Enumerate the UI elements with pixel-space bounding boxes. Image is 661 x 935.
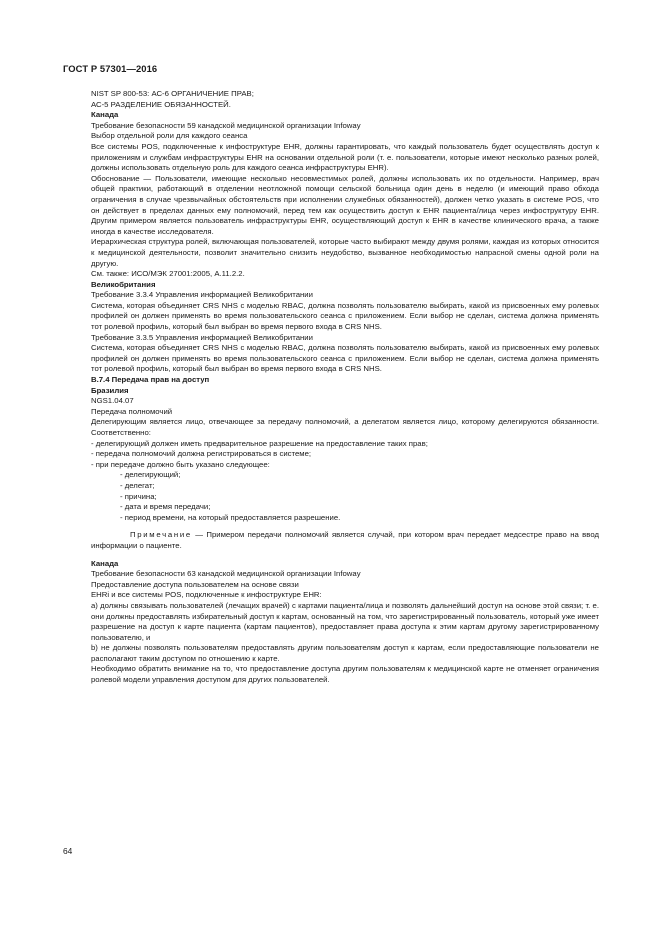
paragraph: b) не должны позволять пользователям предоставлять другим пользователям доступ к картам, если предоставляющие пользователи не располагают таким доступом по отношению к карте.: [91, 643, 599, 663]
paragraph: NGS1.04.07: [91, 396, 134, 406]
section-heading-brazil: Бразилия: [91, 385, 129, 395]
sub-list-item: - делегирующий;: [120, 470, 181, 480]
list-item: - при передаче должно быть указано следующее:: [91, 459, 270, 469]
paragraph: Требование 3.3.5 Управления информацией Великобритании: [91, 332, 313, 342]
paragraph: АС-5 РАЗДЕЛЕНИЕ ОБЯЗАННОСТЕЙ.: [91, 99, 231, 109]
section-heading-canada: Канада: [91, 558, 119, 568]
sub-list-item: - период времени, на который предоставляется разрешение.: [120, 512, 341, 522]
paragraph: Система, которая объединяет CRS NHS с моделью RBAC, должна позволять пользователю выбирать, какой из присвоенных ему ролевых профилей он должен применять во время пользовательского сеанса с приложением. Если выбор не сделан, система должна применять тот ролевой профиль, который был выбран во время первого входа в CRS NHS.: [91, 300, 599, 332]
paragraph: Предоставление доступа пользователем на основе связи: [91, 579, 299, 589]
sub-list-item: - делегат;: [120, 480, 155, 490]
list-item: - делегирующий должен иметь предварительное разрешение на предоставление таких прав;: [91, 438, 428, 448]
paragraph: a) должны связывать пользователей (лечащих врачей) с картами пациента/лица и позволять дальнейший доступ на основе этой связи; т. е. они должны предоставлять избирательный доступ к картам, основанный на том, что зарегистрированный пользователь, который уже имеет разрешение на доступ к карте пациента (картам пациентов), предоставляет права доступа к этим картам другому зарегистрированному пользователю, и: [91, 600, 599, 642]
paragraph: Иерархическая структура ролей, включающая пользователей, которые часто выбирают между двумя ролями, каждая из которых относится к медицинской деятельности, позволит значительно снизить неудобство, вызванное необходимостью напрасной смены одной роли на другую.: [91, 237, 599, 268]
paragraph: Требование безопасности 59 канадской медицинской организации Infoway: [91, 120, 361, 130]
note: [91, 530, 599, 551]
paragraph: Обоснование — Пользователи, имеющие несколько несовместимых ролей, должны использовать их по отдельности. Например, врач общей практики, работающий в отделении неотложной помощи сельской больница один день в неделю (и имеющий право обхода ограничения в случае чрезвычайных обстоятельств при исполнении служебных обязанностей), должен четко указать в системе POS, что он действует в пределах данных ему полномочий, перед тем как осуществить доступ к EHR пациента/лица через инфоструктуру EHR. Другим примером является пользователь инфраструктуры EHR, осуществляющий доступ к EHR в качестве клинического врача, а также иногда в качестве исследователя.: [91, 173, 599, 236]
sub-list-item: - причина;: [120, 491, 157, 501]
standard-header: ГОСТ Р 57301—2016: [63, 63, 158, 74]
sub-list-item: - дата и время передачи;: [120, 502, 211, 512]
paragraph: EHRi и все системы POS, подключенные к инфоструктуре EHR:: [91, 590, 322, 600]
paragraph: Делегирующим является лицо, отвечающее за передачу полномочий, а делегатом является лицо, которому делегируются обязанности. Соответственно:: [91, 417, 599, 437]
note-text: — Примером передачи полномочий является случай, при котором врач передает медсестре право на ввод информации о пациенте.: [91, 530, 599, 550]
paragraph: Передача полномочий: [91, 406, 173, 416]
paragraph: См. также: ИСО/МЭК 27001:2005, А.11.2.2.: [91, 269, 245, 279]
document-body: [91, 89, 599, 686]
paragraph: Необходимо обратить внимание на то, что предоставление доступа другим пользователям к медицинской карте не отменяет ограничения ролевой модели управления доступом для других пользователей.: [91, 664, 599, 685]
note-label: Примечание: [130, 530, 192, 540]
paragraph: Выбор отдельной роли для каждого сеанса: [91, 131, 248, 141]
page-number: 64: [63, 846, 73, 856]
paragraph: Система, которая объединяет CRS NHS с моделью RBAC, должна позволять пользователю выбирать, какой из присвоенных ему ролевых профилей он должен применять во время пользовательского сеанса с приложением. Если выбор не сделан, система должна применять тот ролевой профиль, который был выбран во время первого входа в CRS NHS.: [91, 343, 599, 374]
paragraph: Требование безопасности 63 канадской медицинской организации Infoway: [91, 569, 361, 579]
section-heading-uk: Великобритания: [91, 279, 156, 289]
subsection-heading: В.7.4 Передача прав на доступ: [91, 375, 210, 385]
paragraph: NIST SP 800-53: АС-6 ОРГАНИЧЕНИЕ ПРАВ;: [91, 89, 254, 98]
paragraph: Требование 3.3.4 Управления информацией Великобритании: [91, 290, 313, 300]
list-item: - передача полномочий должна регистрироваться в системе;: [91, 449, 312, 459]
section-heading-canada: Канада: [91, 110, 119, 120]
paragraph: Все системы POS, подключенные к инфоструктуре EHR, должны гарантировать, что каждый пользователь будет осуществлять доступ к приложениям и службам инфраструктуры EHR на основании отдельной роли (т. е. пользователи, которые имеют несколько разных ролей, должны использовать отдельную роль для каждого сеанса инфраструктуры EHR).: [91, 141, 599, 173]
